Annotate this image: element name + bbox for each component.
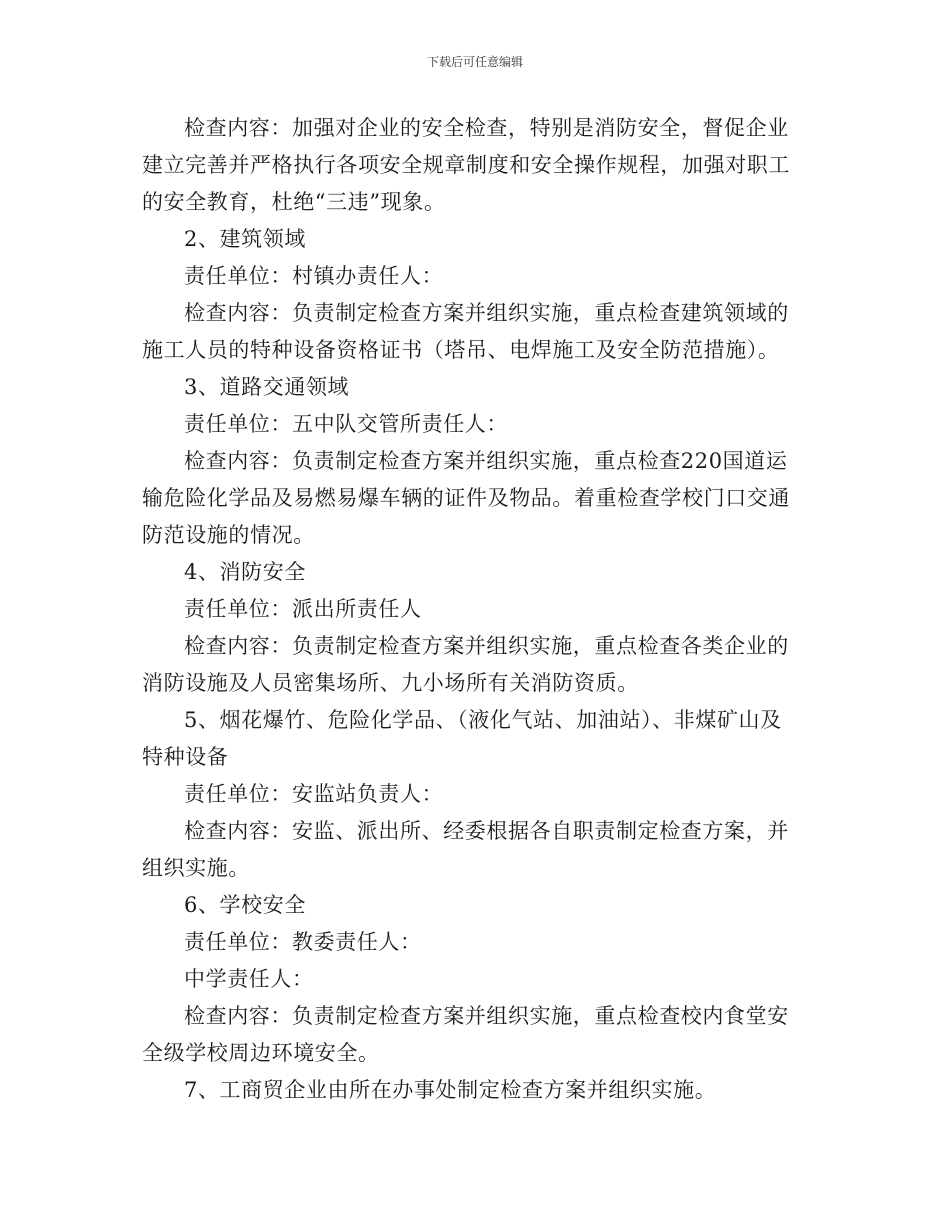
responsible-unit: 责任单位：五中队交管所责任人： xyxy=(184,412,508,436)
section-heading: 特种设备 xyxy=(142,745,229,769)
paragraph-line: 建立完善并严格执行各项安全规章制度和安全操作规程，加强对职工 xyxy=(142,153,790,177)
paragraph-line: 检查内容：安监、派出所、经委根据各自职责制定检查方案，并 xyxy=(184,819,789,843)
paragraph-line: 全级学校周边环境安全。 xyxy=(142,1041,380,1065)
section-heading: 6、学校安全 xyxy=(184,893,306,917)
paragraph-line: 检查内容：负责制定检查方案并组织实施，重点检查校内食堂安 xyxy=(184,1004,789,1028)
responsible-unit: 责任单位：教委责任人： xyxy=(184,930,422,954)
section-heading: 2、建筑领域 xyxy=(184,227,306,251)
responsible-person: 中学责任人： xyxy=(184,967,314,991)
responsible-unit: 责任单位：村镇办责任人： xyxy=(184,264,444,288)
section-heading: 5、烟花爆竹、危险化学品、（液化气站、加油站）、非煤矿山及 xyxy=(184,708,782,732)
paragraph-line: 的安全教育，杜绝“三违”现象。 xyxy=(142,190,446,214)
responsible-unit: 责任单位：派出所责任人 xyxy=(184,597,422,621)
page-header: 下载后可任意编辑 xyxy=(426,55,523,69)
paragraph-line: 检查内容：加强对企业的安全检查，特别是消防安全，督促企业 xyxy=(184,116,789,140)
paragraph-line: 防范设施的情况。 xyxy=(142,523,315,547)
paragraph-line: 组织实施。 xyxy=(142,856,250,880)
paragraph-line: 检查内容：负责制定检查方案并组织实施，重点检查各类企业的 xyxy=(184,634,789,658)
section-heading: 7、工商贸企业由所在办事处制定检查方案并组织实施。 xyxy=(184,1078,717,1102)
responsible-unit: 责任单位：安监站负责人： xyxy=(184,782,444,806)
section-heading: 3、道路交通领域 xyxy=(184,375,350,399)
paragraph-line: 检查内容：负责制定检查方案并组织实施，重点检查建筑领域的 xyxy=(184,301,789,325)
section-heading: 4、消防安全 xyxy=(184,560,306,584)
paragraph-line: 输危险化学品及易燃易爆车辆的证件及物品。着重检查学校门口交通 xyxy=(142,486,790,510)
paragraph-line: 消防设施及人员密集场所、九小场所有关消防资质。 xyxy=(142,671,639,695)
paragraph-line: 施工人员的特种设备资格证书（塔吊、电焊施工及安全防范措施）。 xyxy=(142,338,780,362)
document-body xyxy=(142,110,812,1109)
paragraph-line: 检查内容：负责制定检查方案并组织实施，重点检查220国道运 xyxy=(184,449,788,473)
